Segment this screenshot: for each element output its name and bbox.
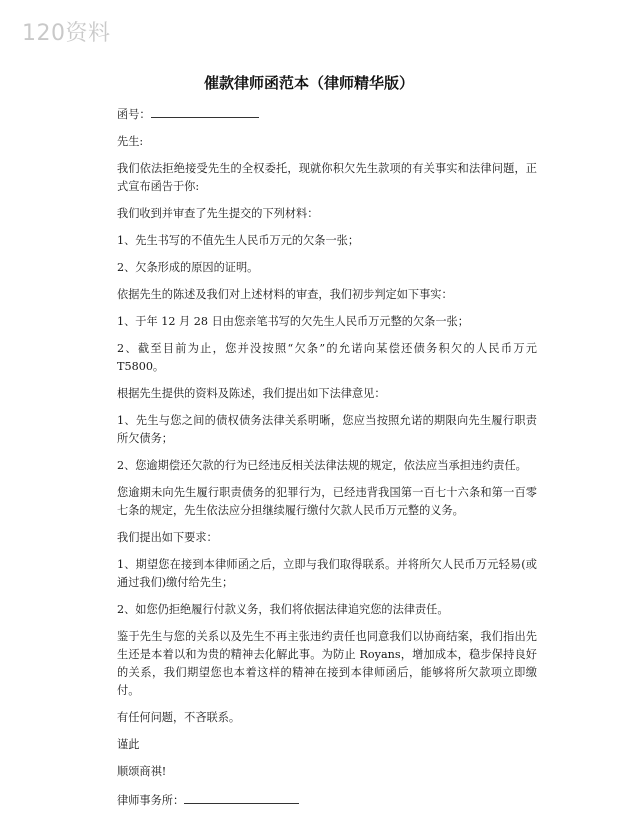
firm-name-blank: [184, 790, 299, 804]
paragraph: 2、截至目前为止，您并没按照“欠条”的允诺向某偿还债务积欠的人民币万元 T5800。: [117, 342, 537, 373]
letter-number-line: [117, 104, 537, 124]
salutation: 先生:: [117, 135, 144, 148]
paragraph: 1、先生书写的不值先生人民币万元的欠条一张；: [117, 234, 360, 247]
paragraph: 1、于年 12 月 28 日由您亲笔书写的欠先生人民币万元整的欠条一张；: [117, 315, 469, 328]
paragraph: 根据先生提供的资料及陈述，我们提出如下法律意见：: [117, 387, 386, 400]
paragraph: 我们收到并审查了先生提交的下列材料：: [117, 207, 319, 220]
closing-phrase: 谨此: [117, 738, 140, 751]
page-title: 催款律师函范本（律师精华版）: [203, 74, 414, 92]
watermark-logo: 120资料: [22, 21, 111, 46]
firm-signature-line: [117, 790, 537, 810]
paragraph: 2、欠条形成的原因的证明。: [117, 261, 259, 274]
paragraph: 2、您逾期偿还欠款的行为已经违反相关法律法规的规定，依法应当承担违约责任。: [117, 459, 527, 472]
letter-number-label: 函号：: [117, 108, 151, 121]
letter-number-blank: [151, 104, 259, 118]
letter-body: [117, 104, 537, 819]
paragraph: 依据先生的陈述及我们对上述材料的审查，我们初步判定如下事实：: [117, 288, 453, 301]
paragraph: 我们依法拒绝接受先生的全权委托，现就你积欠先生款项的有关事实和法律问题，正式宣布函告于你:: [117, 162, 537, 193]
closing-greeting: 顺颂商祺!: [117, 765, 167, 778]
paragraph: 您逾期未向先生履行职责债务的犯罪行为，已经违背我国第一百七十六条和第一百零七条的规定，先生依法应分担继续履行缴付欠款人民币万元整的义务。: [117, 486, 537, 517]
paragraph: 2、如您仍拒绝履行付款义务，我们将依据法律追究您的法律责任。: [117, 603, 449, 616]
paragraph: 我们提出如下要求：: [117, 531, 218, 544]
paragraph: 1、先生与您之间的债权债务法律关系明晰，您应当按照允诺的期限向先生履行职责所欠债务；: [117, 414, 537, 445]
paragraph: 1、期望您在接到本律师函之后，立即与我们取得联系。并将所欠人民币万元轻易(或通过我们)缴付给先生；: [117, 558, 537, 589]
firm-label: 律师事务所：: [117, 794, 185, 807]
paragraph: 鉴于先生与您的关系以及先生不再主张违约责任也同意我们以协商结案，我们指出先生还是本着以和为贵的精神去化解此事。为防止 Royans，增加成本，稳步保持良好的关系，我们期望您也本着这样的精神在接到本律师函后，能够将所欠款项立即缴付。: [117, 630, 537, 697]
paragraph: 有任何问题，不吝联系。: [117, 711, 241, 724]
